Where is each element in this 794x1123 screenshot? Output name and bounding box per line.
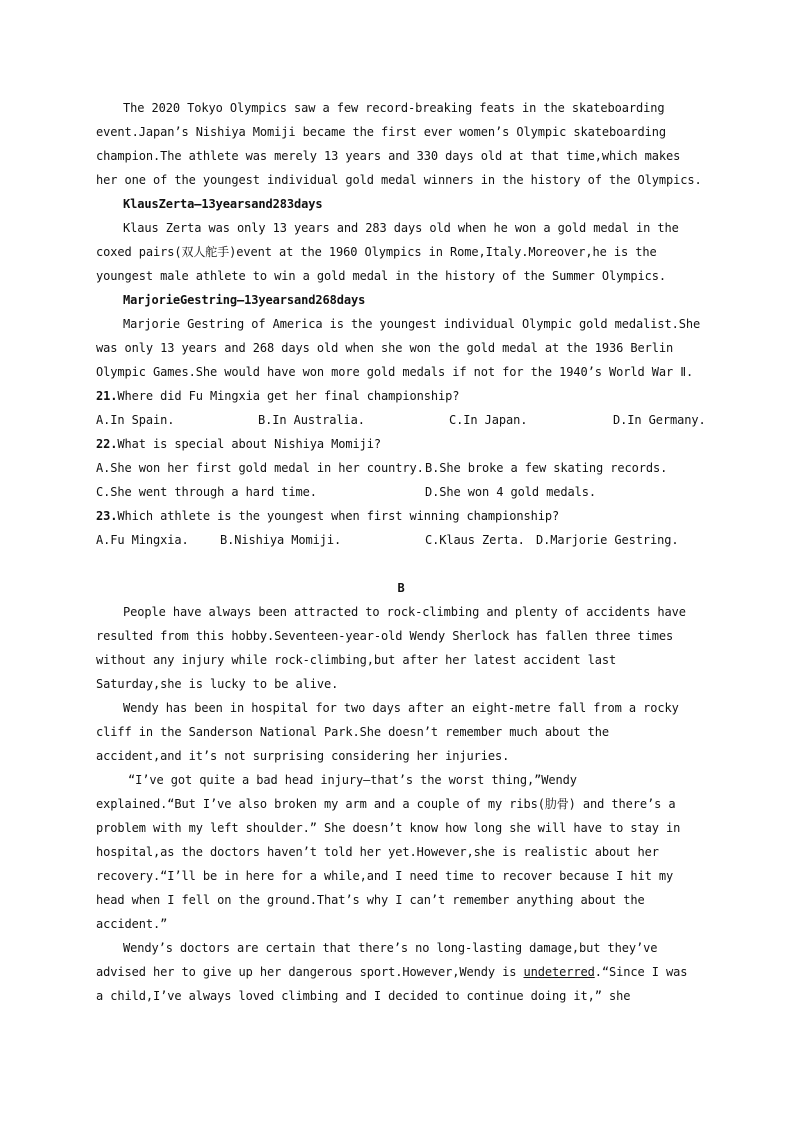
- text-line: cliff in the Sanderson National Park.She doesn’t remember much about the: [96, 725, 609, 739]
- text-line: Wendy has been in hospital for two days after an eight-metre fall from a rocky: [123, 701, 679, 715]
- option-b: B.She broke a few skating records.: [425, 461, 668, 475]
- text-line: hospital,as the doctors haven’t told her yet.However,she is realistic about her: [96, 845, 659, 859]
- question-text: Which athlete is the youngest when first winning championship?: [117, 509, 560, 523]
- text-segment: advised her to give up her dangerous sport.However,Wendy is: [96, 965, 524, 979]
- option-c: C.In Japan.: [449, 413, 528, 427]
- question-number: 22.: [96, 437, 118, 451]
- text-line: explained.“But I’ve also broken my arm and a couple of my ribs(肋骨) and there’s a: [96, 797, 676, 811]
- text-line: problem with my left shoulder.” She doesn’t know how long she will have to stay in: [96, 821, 681, 835]
- question-text: What is special about Nishiya Momiji?: [117, 437, 381, 451]
- passage-b-paragraph-3: [96, 768, 706, 936]
- question-22: [96, 432, 706, 456]
- text-line: was only 13 years and 268 days old when she won the gold medal at the 1936 Berlin: [96, 341, 674, 355]
- option-d: D.Marjorie Gestring.: [536, 533, 679, 547]
- text-line: her one of the youngest individual gold medal winners in the history of the Olympics.: [96, 173, 702, 187]
- section-heading-marjorie-gestring: MarjorieGestring—13yearsand268days: [123, 293, 366, 307]
- passage-a-paragraph-1: [96, 96, 706, 192]
- option-d: D.In Germany.: [613, 413, 706, 427]
- text-line: resulted from this hobby.Seventeen-year-old Wendy Sherlock has fallen three times: [96, 629, 674, 643]
- question-23-options: [96, 528, 706, 552]
- passage-a-paragraph-2: [96, 216, 706, 288]
- section-label-b: B: [397, 581, 405, 595]
- question-21-options: [96, 408, 706, 432]
- text-line: accident.”: [96, 917, 168, 931]
- question-21: [96, 384, 706, 408]
- passage-b-paragraph-4: [96, 936, 706, 1008]
- question-text: Where did Fu Mingxia get her final championship?: [117, 389, 460, 403]
- question-23: [96, 504, 706, 528]
- question-number: 21.: [96, 389, 118, 403]
- passage-b-paragraph-1: [96, 600, 706, 696]
- text-line: a child,I’ve always loved climbing and I decided to continue doing it,” she: [96, 989, 631, 1003]
- question-number: 23.: [96, 509, 118, 523]
- option-b: B.In Australia.: [258, 413, 365, 427]
- text-line: accident,and it’s not surprising considering her injuries.: [96, 749, 510, 763]
- passage-b-paragraph-2: [96, 696, 706, 768]
- section-heading-klaus-zerta: KlausZerta—13yearsand283days: [123, 197, 323, 211]
- text-line: Marjorie Gestring of America is the youngest individual Olympic gold medalist.She: [123, 317, 701, 331]
- passage-a-paragraph-3: [96, 312, 706, 384]
- text-line: Wendy’s doctors are certain that there’s no long-lasting damage,but they’ve: [123, 941, 658, 955]
- text-segment: .“Since I was: [594, 965, 688, 979]
- text-line: The 2020 Tokyo Olympics saw a few record-breaking feats in the skateboarding: [123, 101, 665, 115]
- text-line: [96, 960, 706, 984]
- text-line: recovery.“I’ll be in here for a while,and I need time to recover because I hit my: [96, 869, 674, 883]
- text-line: Olympic Games.She would have won more gold medals if not for the 1940’s World War Ⅱ.: [96, 365, 694, 379]
- text-line: event.Japan’s Nishiya Momiji became the first ever women’s Olympic skateboarding: [96, 125, 666, 139]
- text-line: champion.The athlete was merely 13 years and 330 days old at that time,which makes: [96, 149, 681, 163]
- question-22-options-row-2: [96, 480, 706, 504]
- option-d: D.She won 4 gold medals.: [425, 485, 596, 499]
- option-c: C.She went through a hard time.: [96, 485, 317, 499]
- text-line: head when I fell on the ground.That’s why I can’t remember anything about the: [96, 893, 645, 907]
- option-b: B.Nishiya Momiji.: [220, 533, 342, 547]
- text-line: Saturday,she is lucky to be alive.: [96, 677, 339, 691]
- text-line: “I’ve got quite a bad head injury—that’s the worst thing,”Wendy: [128, 773, 577, 787]
- text-line: without any injury while rock-climbing,but after her latest accident last: [96, 653, 617, 667]
- option-c: C.Klaus Zerta.: [425, 533, 525, 547]
- question-22-options-row-1: [96, 456, 706, 480]
- text-line: coxed pairs(双人舵手)event at the 1960 Olympics in Rome,Italy.Moreover,he is the: [96, 245, 657, 259]
- option-a: A.In Spain.: [96, 413, 175, 427]
- spacer: [96, 552, 706, 576]
- text-line: People have always been attracted to rock-climbing and plenty of accidents have: [123, 605, 686, 619]
- option-a: A.Fu Mingxia.: [96, 533, 189, 547]
- underlined-word-undeterred: undeterred: [523, 965, 595, 979]
- option-a: A.She won her first gold medal in her country.: [96, 461, 424, 475]
- text-line: Klaus Zerta was only 13 years and 283 days old when he won a gold medal in the: [123, 221, 679, 235]
- document-page: [96, 96, 706, 1008]
- text-line: youngest male athlete to win a gold medal in the history of the Summer Olympics.: [96, 269, 666, 283]
